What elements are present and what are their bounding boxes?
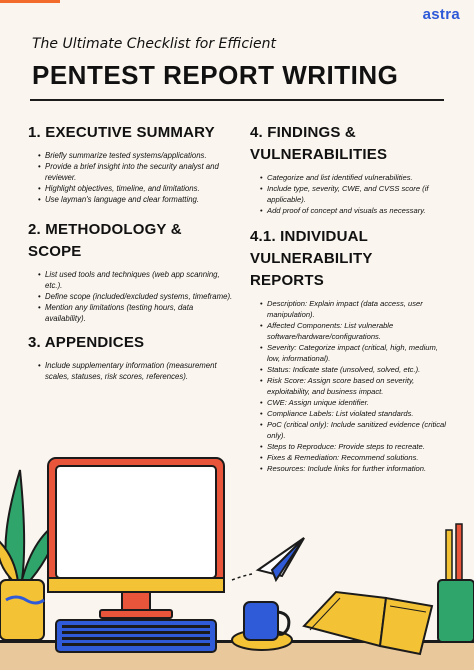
title-divider (30, 99, 444, 101)
section-heading: 1. EXECUTIVE SUMMARY (28, 124, 215, 141)
list-item: • Risk Score: Assign score based on severity, exploitability, and business impact. (260, 375, 450, 397)
plant-pot (0, 580, 44, 640)
left-column (28, 122, 236, 388)
list-item: • Affected Components: List vulnerable software/hardware/configurations. (260, 320, 450, 342)
checklist (28, 360, 236, 382)
section-executive-summary (28, 122, 236, 205)
brand-logo: astra (422, 6, 460, 23)
desk-illustration (0, 430, 474, 670)
pencil-cup-icon (438, 524, 474, 642)
list-item: • Steps to Reproduce: Provide steps to recreate. (260, 441, 450, 452)
top-bar (0, 0, 474, 30)
list-item: • CWE: Assign unique identifier. (260, 397, 450, 408)
section-heading: 2. METHODOLOGY & SCOPE (28, 221, 182, 260)
checklist (250, 172, 450, 216)
list-item: • Include supplementary information (measurement scales, statuses, risk scores, references). (38, 360, 236, 382)
list-item: • Categorize and list identified vulnerabilities. (260, 172, 450, 183)
checklist (28, 150, 236, 205)
list-item: • List used tools and techniques (web app scanning, etc.). (38, 269, 236, 291)
section-heading: 4. FINDINGS & VULNERABILITIES (250, 124, 388, 163)
list-item: • PoC (critical only): Include sanitized evidence (critical only). (260, 419, 450, 441)
list-item: • Briefly summarize tested systems/applications. (38, 150, 236, 161)
section-methodology-scope (28, 219, 236, 324)
right-column (250, 122, 450, 480)
top-accent-stripe (0, 0, 60, 3)
section-findings-vulnerabilities (250, 122, 450, 216)
keyboard-icon (56, 620, 216, 652)
list-item: • Define scope (included/excluded systems, timeframe). (38, 291, 236, 302)
list-item: • Include type, severity, CWE, and CVSS score (if applicable). (260, 183, 450, 205)
monitor-icon (48, 458, 224, 618)
coffee-mug-icon (232, 602, 292, 650)
list-item: • Description: Explain impact (data access, user manipulation). (260, 298, 450, 320)
list-item: • Compliance Labels: List violated standards. (260, 408, 450, 419)
list-item: • Resources: Include links for further information. (260, 463, 450, 474)
section-heading: 4.1. INDIVIDUAL VULNERABILITY REPORTS (250, 228, 373, 289)
list-item: • Add proof of concept and visuals as necessary. (260, 205, 450, 216)
page-title: PENTEST REPORT WRITING (32, 60, 399, 90)
checklist (28, 269, 236, 324)
monitor-base (100, 610, 172, 618)
list-item: • Highlight objectives, timeline, and limitations. (38, 183, 236, 194)
section-appendices (28, 332, 236, 382)
list-item: • Provide a brief insight into the security analyst and reviewer. (38, 161, 236, 183)
list-item: • Status: Indicate state (unsolved, solved, etc.). (260, 364, 450, 375)
list-item: • Mention any limitations (testing hours, data availability). (38, 302, 236, 324)
monitor-screen (56, 466, 216, 578)
section-heading: 3. APPENDICES (28, 334, 145, 351)
list-item: • Use layman's language and clear formatting. (38, 194, 236, 205)
page-subtitle: The Ultimate Checklist for Efficient (32, 36, 276, 52)
list-item: • Fixes & Remediation: Recommend solutions. (260, 452, 450, 463)
list-item: • Severity: Categorize impact (critical, high, medium, low, informational). (260, 342, 450, 364)
monitor-bezel (48, 578, 224, 592)
paper-plane-icon (232, 538, 304, 580)
